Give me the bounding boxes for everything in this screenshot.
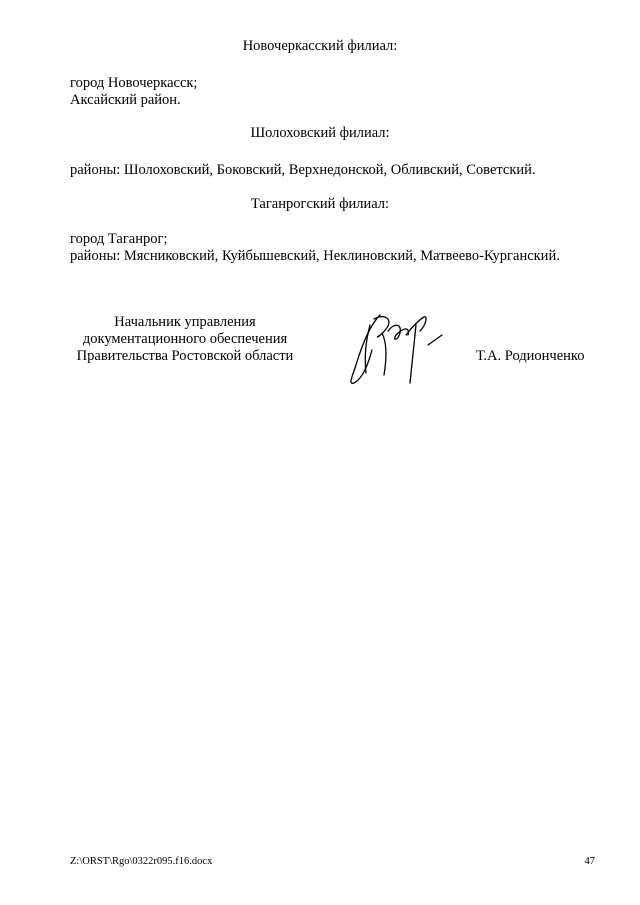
section-body-taganrog <box>70 231 600 265</box>
section-line: город Новочеркасск; <box>70 75 198 91</box>
page-number: 47 <box>584 856 595 867</box>
signatory-name: Т.А. Родионченко <box>476 348 585 364</box>
section-line: Аксайский район. <box>70 92 181 108</box>
signatory-title <box>60 314 310 365</box>
signatory-title-line: документационного обеспечения <box>82 331 288 347</box>
handwritten-signature <box>340 305 455 390</box>
section-line: город Таганрог; <box>70 231 168 247</box>
section-body-novocherkassk <box>70 75 600 109</box>
section-line: районы: Шолоховский, Боковский, Верхнедонской, Обливский, Советский. <box>70 162 536 178</box>
section-body-sholokhov <box>70 162 600 179</box>
section-heading-taganrog: Таганрогский филиал: <box>250 196 390 212</box>
footer-file-path: Z:\ORST\Rgo\0322r095.f16.docx <box>70 856 213 867</box>
section-heading-novocherkassk: Новочеркасский филиал: <box>242 38 398 54</box>
section-heading-sholokhov: Шолоховский филиал: <box>250 125 390 141</box>
signatory-title-line: Правительства Ростовской области <box>76 348 294 364</box>
signatory-title-line: Начальник управления <box>114 314 256 330</box>
section-line: районы: Мясниковский, Куйбышевский, Неклиновский, Матвеево-Курганский. <box>70 248 560 264</box>
